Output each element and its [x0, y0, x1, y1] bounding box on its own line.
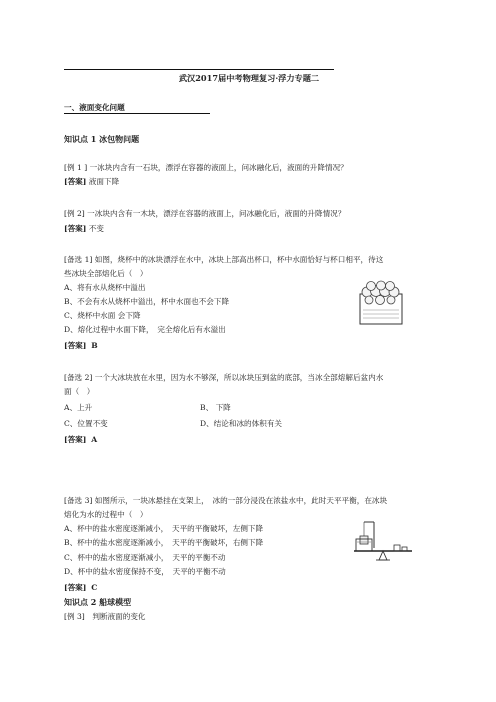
answer-text: B: [91, 341, 98, 350]
alt-1-prompt-line1: [备选 1] 如图，烧杯中的冰块漂浮在水中，冰块上部高出杯口，杯中水面恰好与杯口相平，待这: [64, 255, 384, 264]
section-heading: 一、液面变化问题: [64, 103, 125, 112]
alt-1-option-c: C、烧杯中水面 会下降: [64, 311, 141, 320]
example-1-answer: [64, 176, 119, 187]
header-rule: [64, 69, 334, 70]
alt-2-prompt-line2: 面（ ）: [64, 387, 95, 396]
alt-1-option-a: A、将有水从烧杯中溢出: [64, 283, 146, 292]
answer-label: [答案]: [64, 224, 87, 233]
alt-3-option-b: B、杯中的盐水密度逐渐减小， 天平的平衡破坏，右侧下降: [64, 538, 264, 547]
balance-ice-figure: [352, 520, 414, 568]
alt-3-option-d: D、杯中的盐水密度保持不变， 天平的平衡不动: [64, 567, 226, 576]
alt-2-answer: [64, 434, 97, 445]
alt-1-option-d: D、熔化过程中水面下降， 完全熔化后有水溢出: [64, 325, 226, 334]
answer-text: C: [91, 583, 98, 592]
answer-label: [答案]: [64, 177, 87, 186]
page-title: 武汉2017届中考物理复习·浮力专题二: [178, 73, 320, 83]
alt-2-option-b: B、 下降: [200, 403, 231, 412]
example-1-prompt: [例 1 ] 一冰块内含有一石块，漂浮在容器的液面上，问冰融化后，液面的升降情况？: [64, 163, 348, 172]
knowledge-point-2: 知识点 2 船球模型: [64, 597, 132, 607]
alt-3-option-a: A、杯中的盐水密度逐渐减小， 天平的平衡破坏，左侧下降: [64, 524, 264, 533]
answer-text: 液面下降: [88, 177, 120, 186]
alt-3-answer: [64, 582, 97, 593]
answer-label: [答案]: [64, 583, 87, 592]
example-3-prompt: [例 3] 判断液面的变化: [64, 612, 146, 621]
example-2-answer: [64, 223, 104, 234]
example-2-prompt: [例 2] 一冰块内含有一木块，漂浮在容器的液面上，问冰融化后，液面的升降情况？: [64, 209, 346, 218]
alt-2-prompt-line1: [备选 2] 一个大冰块放在水里，因为水不够深，所以冰块压到盆的底部，当冰全部熔解后盆内水: [64, 373, 384, 382]
alt-1-option-b: B、不会有水从烧杯中溢出，杯中水面也不会下降: [64, 297, 230, 306]
answer-label: [答案]: [64, 435, 87, 444]
alt-2-option-d: D、结论和冰的体积有关: [200, 419, 283, 428]
answer-text: 不变: [88, 224, 104, 233]
alt-3-prompt-line2: 熔化为水的过程中（ ）: [64, 510, 148, 519]
knowledge-point-1: 知识点 1 冰包物问题: [64, 134, 140, 144]
alt-2-option-a: A、上升: [64, 403, 93, 412]
beaker-ice-figure: [357, 282, 405, 326]
alt-3-prompt-line1: [备选 3] 如图所示，一块冰悬挂在支架上， 冰的一部分浸没在浓盐水中，此时天平平衡，在冰块: [64, 496, 388, 505]
alt-1-prompt-line2: 些冰块全部熔化后（ ）: [64, 269, 148, 278]
section-underline: [64, 113, 210, 114]
answer-label: [答案]: [64, 341, 87, 350]
alt-2-option-c: C、位置不变: [64, 419, 108, 428]
answer-text: A: [91, 435, 98, 444]
alt-3-option-c: C、杯中的盐水密度逐渐减小， 天平的平衡不动: [64, 553, 226, 562]
alt-1-answer: [64, 340, 98, 351]
